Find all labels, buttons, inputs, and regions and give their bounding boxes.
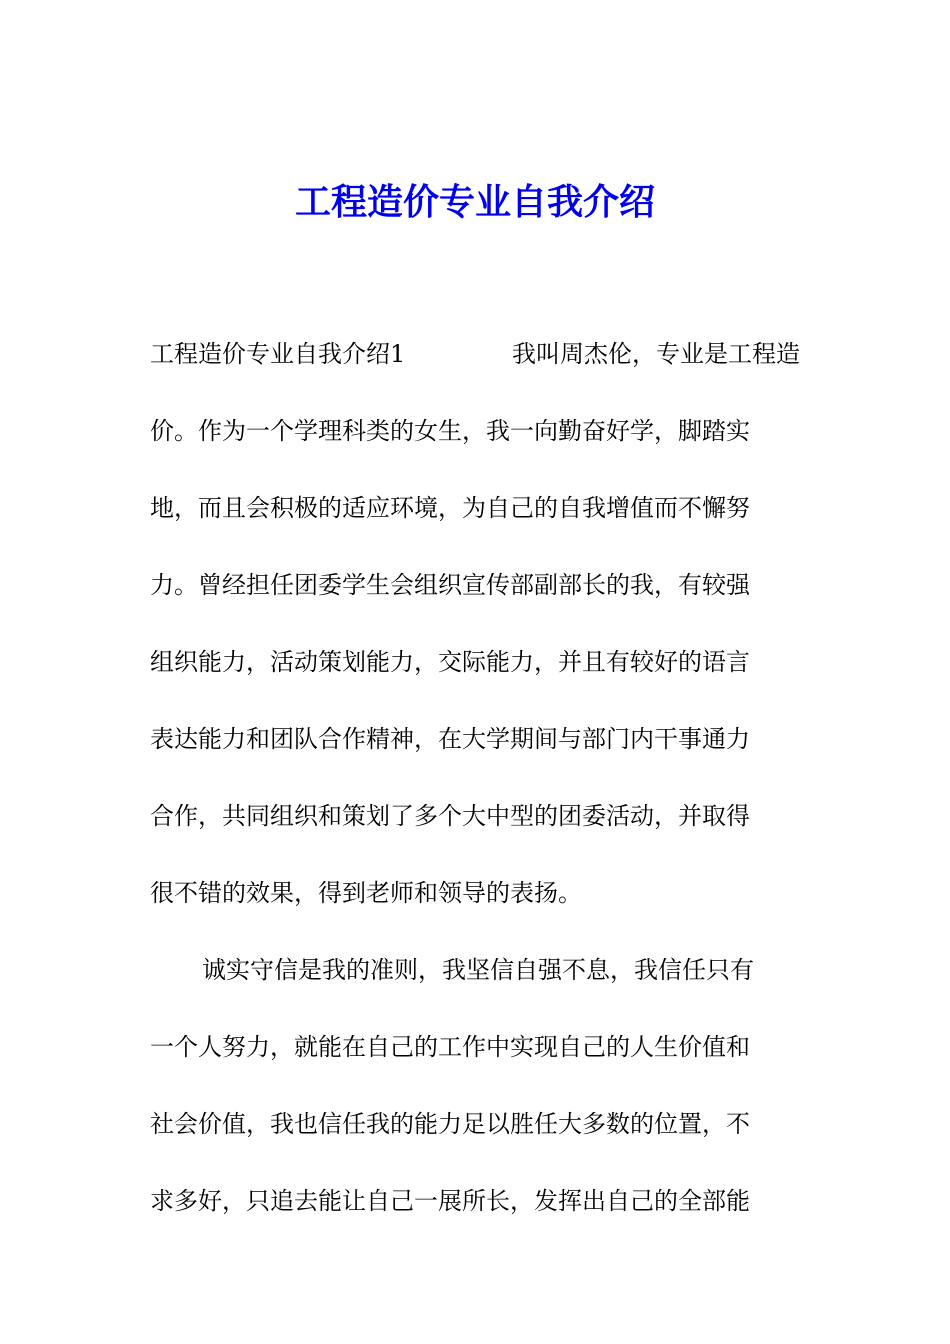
line-text: 力。曾经担任团委学生会组织宣传部副部长的我，有较强 bbox=[150, 571, 750, 599]
paragraph-line-11 bbox=[150, 1104, 800, 1144]
paragraph-line-9 bbox=[202, 950, 800, 990]
line-text: 社会价值，我也信任我的能力足以胜任大多数的位置，不 bbox=[150, 1110, 750, 1138]
line-text: 地，而且会积极的适应环境，为自己的自我增值而不懈努 bbox=[150, 494, 750, 522]
paragraph-line-8 bbox=[150, 873, 800, 913]
paragraph-line-2 bbox=[150, 411, 800, 451]
paragraph-line-12 bbox=[150, 1181, 800, 1221]
line-text: 我叫周杰伦，专业是工程造 bbox=[512, 340, 800, 368]
line-text: 一个人努力，就能在自己的工作中实现自己的人生价值和 bbox=[150, 1033, 750, 1061]
line-text: 合作，共同组织和策划了多个大中型的团委活动，并取得 bbox=[150, 802, 750, 830]
line-text: 表达能力和团队合作精神，在大学期间与部门内干事通力 bbox=[150, 725, 750, 753]
document-title: 工程造价专业自我介绍 bbox=[294, 182, 655, 223]
line-text: 价。作为一个学理科类的女生，我一向勤奋好学，脚踏实 bbox=[150, 417, 750, 445]
paragraph-line-6 bbox=[150, 719, 800, 759]
paragraph-line-5 bbox=[150, 642, 800, 682]
line-text: 很不错的效果，得到老师和领导的表扬。 bbox=[150, 879, 582, 907]
paragraph-line-7 bbox=[150, 796, 800, 836]
line-text: 诚实守信是我的准则，我坚信自强不息，我信任只有 bbox=[202, 956, 754, 984]
paragraph-line-10 bbox=[150, 1027, 800, 1067]
paragraph-line-3 bbox=[150, 488, 800, 528]
paragraph-line-4 bbox=[150, 565, 800, 605]
line-text: 求多好，只追去能让自己一展所长，发挥出自己的全部能 bbox=[150, 1187, 750, 1215]
line-text: 组织能力，活动策划能力，交际能力，并且有较好的语言 bbox=[150, 648, 750, 676]
section-heading-inline: 工程造价专业自我介绍1 bbox=[150, 340, 406, 368]
paragraph-line-1 bbox=[150, 334, 800, 374]
